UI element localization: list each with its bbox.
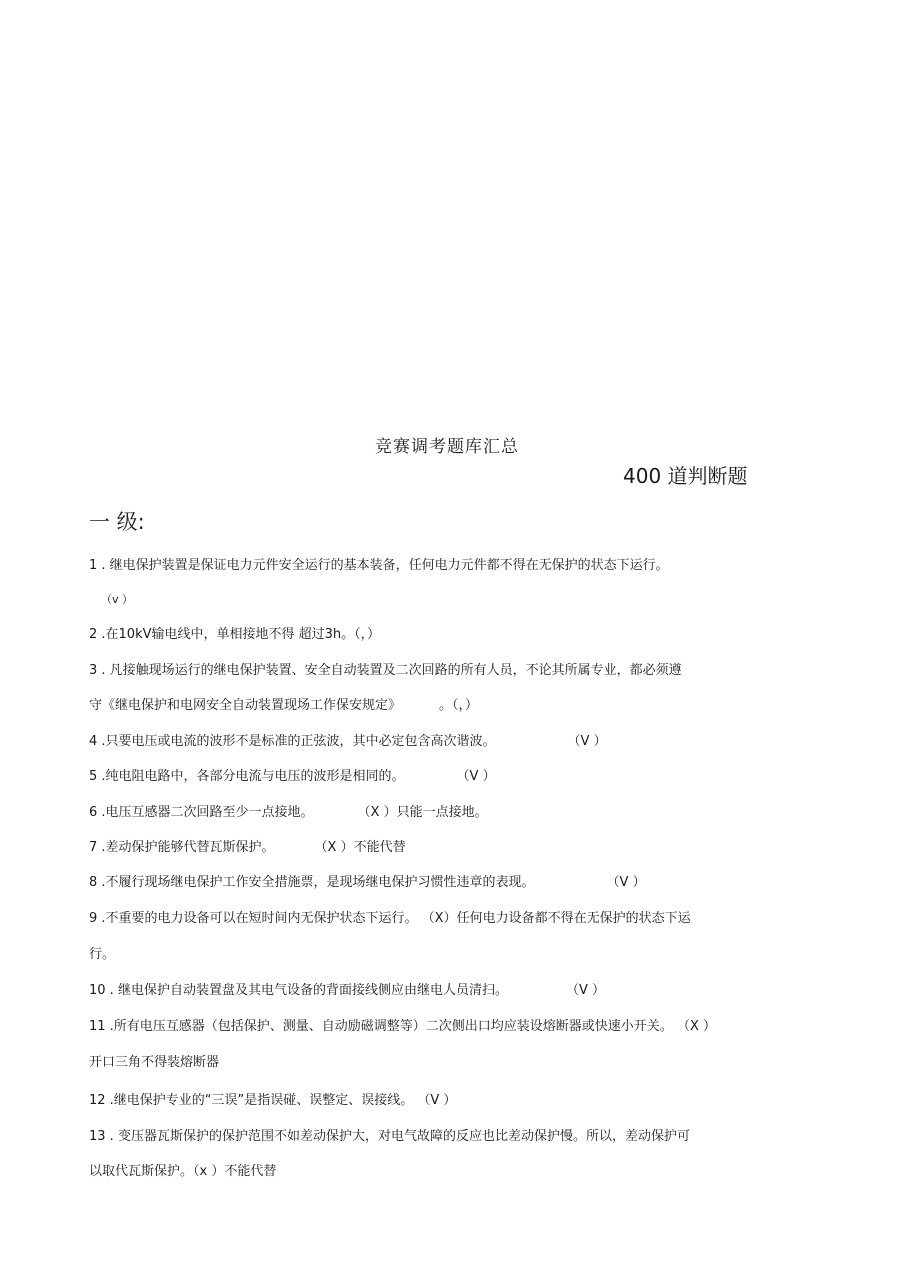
question-line: 5 .纯电阻电路中，各部分电流与电压的波形是相同的。 （V ） [89, 769, 496, 784]
document-subtitle: 400 道判断题 [623, 464, 748, 488]
question-line: 4 .只要电压或电流的波形不是标准的正弦波，其中必定包含高次谐波。 （V ） [89, 734, 607, 749]
question-line: 7 .差动保护能够代替瓦斯保护。 （X ）不能代替 [89, 840, 406, 855]
question-line: 守《继电保护和电网安全自动装置现场工作保安规定》 。（，） [89, 698, 479, 713]
level-heading: 一 级: [89, 510, 145, 534]
question-line: 以取代瓦斯保护。（x ）不能代替 [89, 1164, 277, 1179]
question-line: 10 . 继电保护自动装置盘及其电气设备的背面接线侧应由继电人员清扫。 （V ） [89, 983, 605, 998]
question-line: 行。 [89, 947, 116, 962]
document-title: 竞赛调考题库汇总 [375, 437, 519, 457]
question-line: 2 .在10kV输电线中，单相接地不得 超过3h。（，） [89, 627, 381, 642]
question-line: 9 .不重要的电力设备可以在短时间内无保护状态下运行。 （X）任何电力设备都不得在无保护的状态下运 [89, 911, 691, 926]
question-line: 13 . 变压器瓦斯保护的保护范围不如差动保护大，对电气故障的反应也比差动保护慢。所以，差动保护可 [89, 1129, 690, 1144]
question-line: （v ） [101, 593, 134, 606]
question-line: 12 .继电保护专业的“三误”是指误碰、误整定、误接线。 （V ） [89, 1093, 457, 1108]
question-line: 3 . 凡接触现场运行的继电保护装置、安全自动装置及二次回路的所有人员，不论其所属专业，都必须遵 [89, 663, 682, 678]
question-line: 6 .电压互感器二次回路至少一点接地。 （X ）只能一点接地。 [89, 805, 488, 820]
question-line: 1 . 继电保护装置是保证电力元件安全运行的基本装备，任何电力元件都不得在无保护的状态下运行。 [89, 558, 669, 573]
question-line: 8 .不履行现场继电保护工作安全措施票，是现场继电保护习惯性违章的表现。 （V ） [89, 875, 646, 890]
question-line: 开口三角不得装熔断器 [89, 1055, 220, 1070]
question-line: 11 .所有电压互感器（包括保护、测量、自动励磁调整等）二次侧出口均应装设熔断器或快速小开关。 （X ） [89, 1019, 716, 1034]
